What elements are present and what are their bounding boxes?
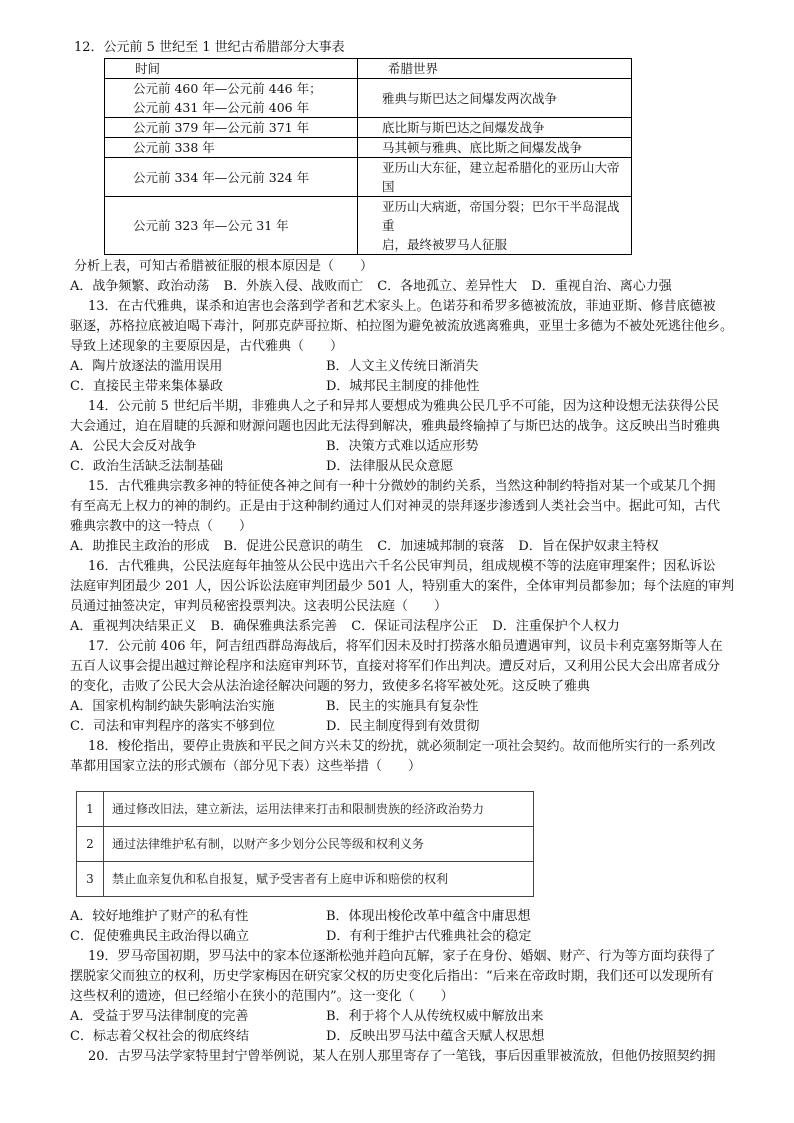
option-d[interactable]: D．法律服从民众意愿 <box>326 459 454 474</box>
events-header-time: 时间 <box>105 59 358 79</box>
q13-line: 驱逐，苏格拉底被迫喝下毒汁，阿那克萨哥拉斯、柏拉图为避免被流放逃离雅典，亚里士多德为不被处死逃往他乡。 <box>70 319 734 334</box>
option-d[interactable]: D．反映出罗马法中蕴含天赋人权思想 <box>326 1029 545 1044</box>
option-a[interactable]: A．公民大会反对战争 <box>70 439 197 454</box>
q16-options <box>70 617 756 637</box>
q17-line: 五百人议事会提出越过辩论程序和法庭审判环节，直接对将军们作出判决。遭反对后，又利用公民大会出席者成分 <box>70 659 721 674</box>
option-d[interactable]: D．城邦民主制度的排他性 <box>326 379 480 394</box>
q19-options-row2 <box>70 1027 756 1047</box>
table-row <box>77 827 534 862</box>
table-row <box>77 792 534 827</box>
option-c[interactable]: C．促使雅典民主政治得以确立 <box>70 929 249 944</box>
event-desc: 亚历山大东征，建立起希腊化的亚历山大帝国 <box>358 158 632 197</box>
option-c[interactable]: C．加速城邦制的衰落 <box>377 539 505 554</box>
event-desc: 雅典与斯巴达之间爆发两次战争 <box>358 79 632 118</box>
option-d[interactable]: D．民主制度得到有效贯彻 <box>326 719 480 734</box>
reform-text: 禁止血亲复仇和私自报复，赋予受害者有上庭申诉和赔偿的权利 <box>104 862 534 897</box>
q17-options-row2 <box>70 717 756 737</box>
q20-line: 20．古罗马法学家特里封宁曾举例说，某人在别人那里寄存了一笔钱，事后因重罪被流放，但他仍按照契约拥 <box>88 1049 716 1064</box>
q14-options-row1 <box>70 437 756 457</box>
table-row <box>105 79 632 118</box>
q14-line: 14．公元前 5 世纪后半期，非雅典人之子和异邦人要想成为雅典公民几乎不可能，因为这种设想无法获得公民 <box>88 399 720 414</box>
option-b[interactable]: B．利于将个人从传统权威中解放出来 <box>326 1009 544 1024</box>
event-desc-line: 启，最终被罗马人征服 <box>382 237 508 252</box>
q17-options-row1 <box>70 697 756 717</box>
event-time: 公元前 334 年—公元前 324 年 <box>105 158 358 197</box>
option-b[interactable]: B．人文主义传统日渐消失 <box>326 359 479 374</box>
option-b[interactable]: B．民主的实施具有复杂性 <box>326 699 479 714</box>
option-b[interactable]: B．促进公民意识的萌生 <box>223 539 364 554</box>
q15-options <box>70 537 756 557</box>
event-time: 公元前 323 年—公元 31 年 <box>105 197 358 255</box>
q13-options-row2 <box>70 377 756 397</box>
reforms-table <box>76 791 534 897</box>
reform-text: 通过修改旧法，建立新法，运用法律来打击和限制贵族的经济政治势力 <box>104 792 534 827</box>
option-c[interactable]: C．直接民主带来集体暴政 <box>70 379 223 394</box>
q19-options-row1 <box>70 1007 756 1027</box>
event-desc: 底比斯与斯巴达之间爆发战争 <box>358 118 632 138</box>
table-row <box>105 197 632 255</box>
q17-line: 17．公元前 406 年，阿吉纽西群岛海战后，将军们因未及时打捞落水船员遭遇审判，议员卡利克塞努斯等人在 <box>88 639 723 654</box>
table-row <box>105 158 632 197</box>
option-b[interactable]: B．体现出梭伦改革中蕴含中庸思想 <box>326 909 531 924</box>
q19-line: 摆脱家父而独立的权利，历史学家梅因在研究家父权的历史变化后指出：“后来在帝政时期，我们还可以发现所有 <box>70 969 714 984</box>
events-table <box>104 58 632 255</box>
q16-line: 16．古代雅典，公民法庭每年抽签从公民中选出六千名公民审判员，组成规模不等的法庭审理案件；因私诉讼 <box>88 559 716 574</box>
q13-line: 导致上述现象的主要原因是，古代雅典（ ） <box>70 339 344 354</box>
option-c[interactable]: C．政治生活缺乏法制基础 <box>70 459 223 474</box>
q17-line: 的变化，击败了公民大会从法治途径解决问题的努力，致使多名将军被处死。这反映了雅典 <box>70 679 591 694</box>
option-a[interactable]: A．助推民主政治的形成 <box>70 539 210 554</box>
q18-options-row2 <box>70 927 756 947</box>
q15-line: 有至高无上权力的神的制约。正是由于这种制约通过人们对神灵的崇拜逐步渗透到人类社会当中。据此可知，古代 <box>70 499 721 514</box>
q16-line: 员通过抽签决定，审判员秘密投票判决。这表明公民法庭（ ） <box>70 599 448 614</box>
option-c[interactable]: C．各地孤立、差异性大 <box>377 279 518 294</box>
events-header-row <box>105 59 632 79</box>
table-row <box>77 862 534 897</box>
option-c[interactable]: C．标志着父权社会的彻底终结 <box>70 1029 249 1044</box>
event-time: 公元前 338 年 <box>105 138 358 158</box>
event-desc-line: 亚历山大病逝，帝国分裂；巴尔干半岛混战重 <box>382 199 620 233</box>
events-header-event: 希腊世界 <box>358 59 632 79</box>
q12-options <box>70 277 756 297</box>
q18-options-row1 <box>70 907 756 927</box>
reform-number: 2 <box>77 827 104 862</box>
q13-options-row1 <box>70 357 756 377</box>
event-desc: 马其顿与雅典、底比斯之间爆发战争 <box>358 138 632 158</box>
option-c[interactable]: C．司法和审判程序的落实不够到位 <box>70 719 275 734</box>
option-a[interactable]: A．国家机构制约缺失影响法治实施 <box>70 699 275 714</box>
option-a[interactable]: A．战争频繁、政治动荡 <box>70 279 210 294</box>
event-time: 公元前 379 年—公元前 371 年 <box>105 118 358 138</box>
table-row <box>105 138 632 158</box>
event-time-line: 公元前 460 年—公元前 446 年； <box>133 81 322 96</box>
option-a[interactable]: A．重视判决结果正义 <box>70 619 197 634</box>
option-d[interactable]: D．重视自治、离心力强 <box>531 279 672 294</box>
option-a[interactable]: A．受益于罗马法律制度的完善 <box>70 1009 249 1024</box>
reform-number: 3 <box>77 862 104 897</box>
q13-line: 13．在古代雅典，谋杀和迫害也会落到学者和艺术家头上。色诺芬和希罗多德被流放，菲迪亚斯、修昔底德被 <box>88 299 716 314</box>
event-desc <box>358 197 632 255</box>
option-b[interactable]: B．外族入侵、战败而亡 <box>223 279 364 294</box>
option-c[interactable]: C．保证司法程序公正 <box>351 619 479 634</box>
option-d[interactable]: D．旨在保护奴隶主特权 <box>518 539 659 554</box>
option-a[interactable]: A．陶片放逐法的滥用误用 <box>70 359 223 374</box>
q19-line: 19．罗马帝国初期，罗马法中的家本位逐渐松弛并趋向瓦解，家子在身份、婚姻、财产、行为等方面均获得了 <box>88 949 716 964</box>
q12-title: 12．公元前 5 世纪至 1 世纪古希腊部分大事表 <box>74 40 345 55</box>
table-row <box>105 118 632 138</box>
q14-line: 大会通过，迫在眉睫的兵源和财源问题也因此无法得到解决，雅典最终输掉了与斯巴达的战争。这反映出当时雅典 <box>70 419 721 434</box>
option-a[interactable]: A．较好地维护了财产的私有性 <box>70 909 249 924</box>
option-d[interactable]: D．有利于维护古代雅典社会的稳定 <box>326 929 532 944</box>
event-time-line: 公元前 431 年—公元前 406 年 <box>133 100 310 115</box>
q12-stem: 分析上表，可知古希腊被征服的根本原因是（ ） <box>74 259 374 274</box>
q15-line: 15．古代雅典宗教多神的特征使各神之间有一种十分微妙的制约关系，当然这种制约特指对某一个或某几个拥 <box>88 479 716 494</box>
reform-number: 1 <box>77 792 104 827</box>
option-b[interactable]: B．决策方式难以适应形势 <box>326 439 479 454</box>
reform-text: 通过法律维护私有制，以财产多少划分公民等级和权利义务 <box>104 827 534 862</box>
q15-line: 雅典宗教中的这一特点（ ） <box>70 519 253 534</box>
option-b[interactable]: B．确保雅典法系完善 <box>210 619 338 634</box>
q16-line: 法庭审判团最少 201 人，因公诉讼法庭审判团最少 501 人，特别重大的案件，全体审判员都参加；每个法庭的审判 <box>70 579 735 594</box>
q19-line: 这些权利的遗迹，但已经缩小在狭小的范围内”。这一变化（ ） <box>70 989 454 1004</box>
q14-options-row2 <box>70 457 756 477</box>
option-d[interactable]: D．注重保护个人权力 <box>492 619 620 634</box>
event-time <box>105 79 358 118</box>
q18-line: 18．梭伦指出，要停止贵族和平民之间方兴未艾的纷扰，就必须制定一项社会契约。故而他所实行的一系列改 <box>88 739 716 754</box>
q18-line: 革都用国家立法的形式颁布（部分见下表）这些举措（ ） <box>70 759 422 774</box>
